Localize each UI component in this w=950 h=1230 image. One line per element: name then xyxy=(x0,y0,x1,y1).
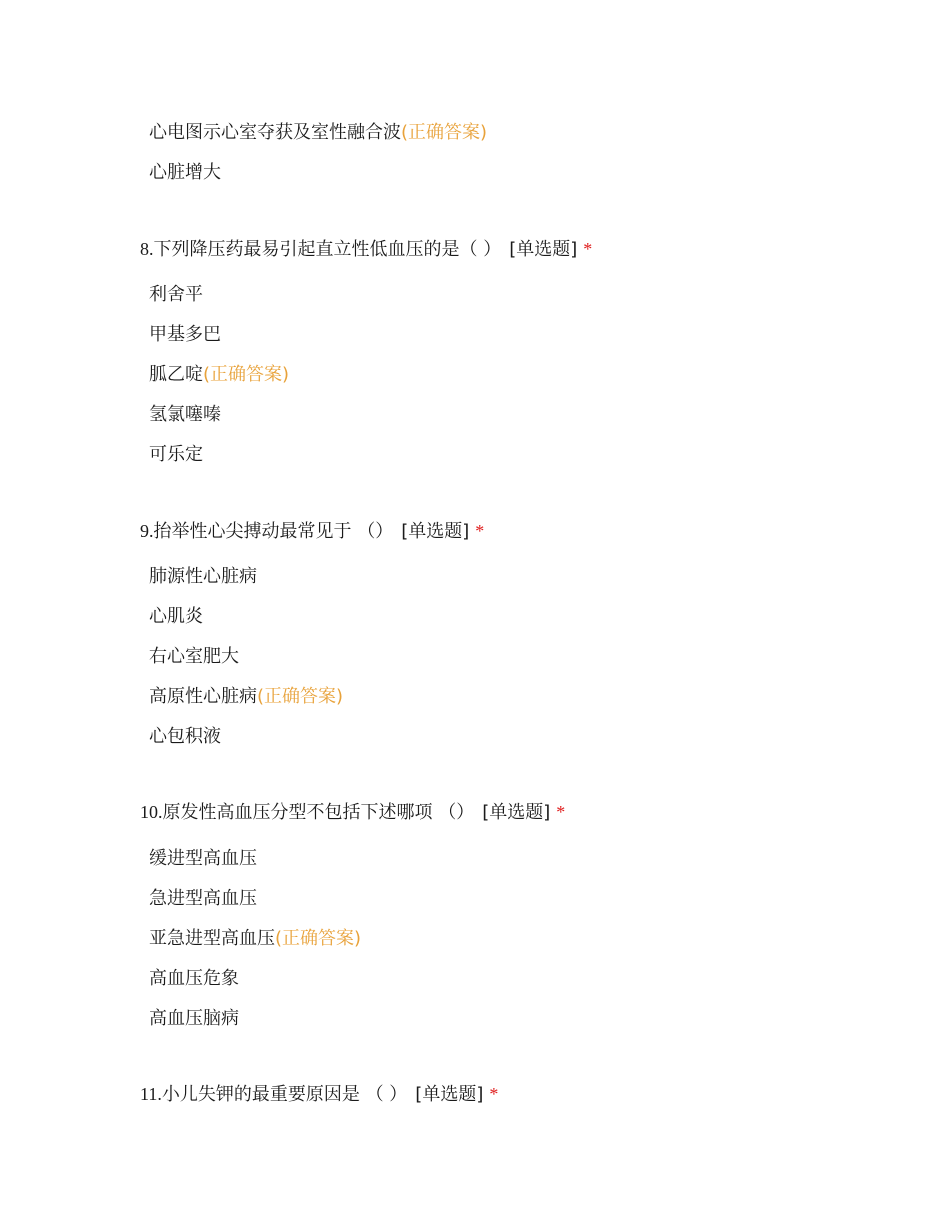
question-9-title xyxy=(140,520,484,543)
correct-answer-label: (正确答案) xyxy=(275,928,362,949)
option-text: 心脏增大 xyxy=(149,162,221,183)
required-marker: * xyxy=(583,239,593,259)
option-text: 心包积液 xyxy=(149,726,221,747)
question-type-badge: [单选题] xyxy=(415,1084,484,1105)
option-text: 急进型高血压 xyxy=(149,888,257,909)
correct-answer-label: (正确答案) xyxy=(401,122,488,143)
question-text: 小儿失钾的最重要原因是 （ ） xyxy=(161,1084,408,1105)
question-10-title xyxy=(140,801,565,824)
question-number: 9. xyxy=(140,521,154,541)
option-q9-4 xyxy=(149,686,343,708)
question-text: 抬举性心尖搏动最常见于 （） xyxy=(153,521,394,542)
option-q10-1 xyxy=(149,848,257,870)
option-text: 心肌炎 xyxy=(149,606,203,627)
option-q7-heart-enlarged xyxy=(149,162,221,184)
option-q10-4 xyxy=(149,968,239,990)
option-q10-5 xyxy=(149,1008,239,1030)
option-text: 高血压危象 xyxy=(149,968,239,989)
question-number: 8. xyxy=(140,239,154,259)
option-q9-2 xyxy=(149,606,203,628)
option-text: 肺源性心脏病 xyxy=(149,566,257,587)
option-text: 心电图示心室夺获及室性融合波 xyxy=(149,122,401,143)
question-text: 原发性高血压分型不包括下述哪项 （） xyxy=(162,802,475,823)
option-text: 右心室肥大 xyxy=(149,646,239,667)
option-q10-3 xyxy=(149,928,361,950)
option-q7-ecg-capture xyxy=(149,122,487,144)
option-text: 高血压脑病 xyxy=(149,1008,239,1029)
option-q8-4 xyxy=(149,404,221,426)
option-text: 亚急进型高血压 xyxy=(149,928,275,949)
question-type-badge: [单选题] xyxy=(509,239,578,260)
option-q9-3 xyxy=(149,646,239,668)
option-text: 利舍平 xyxy=(149,284,203,305)
required-marker: * xyxy=(475,521,485,541)
option-q9-1 xyxy=(149,566,257,588)
option-q8-3 xyxy=(149,364,289,386)
question-number: 10. xyxy=(140,802,163,822)
question-type-badge: [单选题] xyxy=(482,802,551,823)
required-marker: * xyxy=(489,1084,499,1104)
option-q8-1 xyxy=(149,284,203,306)
option-text: 甲基多巴 xyxy=(149,324,221,345)
question-type-badge: [单选题] xyxy=(401,521,470,542)
option-text: 缓进型高血压 xyxy=(149,848,257,869)
option-text: 胍乙啶 xyxy=(149,364,203,385)
option-q8-5 xyxy=(149,444,203,466)
option-text: 可乐定 xyxy=(149,444,203,465)
correct-answer-label: (正确答案) xyxy=(257,686,344,707)
option-q9-5 xyxy=(149,726,221,748)
question-number: 11. xyxy=(140,1084,162,1104)
correct-answer-label: (正确答案) xyxy=(203,364,290,385)
option-q8-2 xyxy=(149,324,221,346)
required-marker: * xyxy=(556,802,566,822)
question-8-title xyxy=(140,238,592,261)
question-text: 下列降压药最易引起直立性低血压的是（ ） xyxy=(153,239,502,260)
option-q10-2 xyxy=(149,888,257,910)
question-11-title xyxy=(140,1083,498,1106)
option-text: 高原性心脏病 xyxy=(149,686,257,707)
option-text: 氢氯噻嗪 xyxy=(149,404,221,425)
